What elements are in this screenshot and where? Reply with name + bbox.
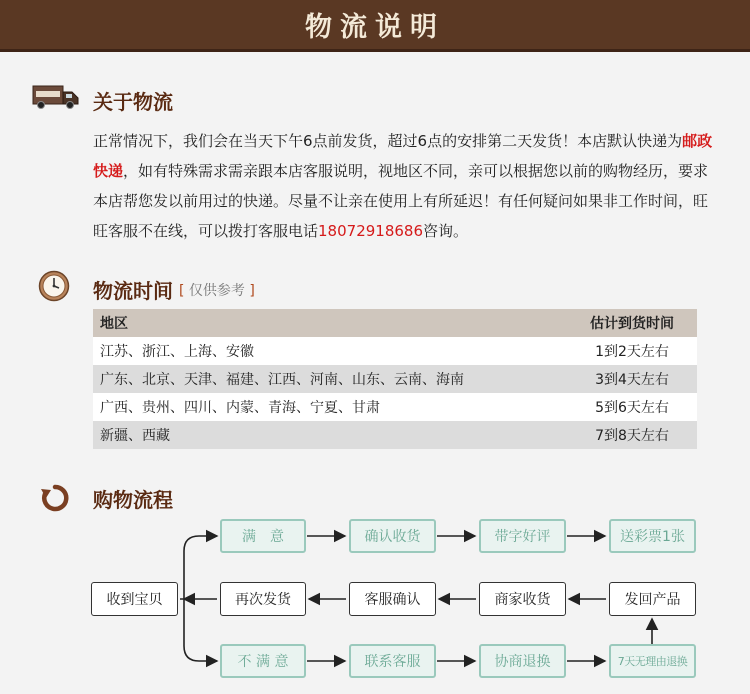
time-heading (93, 275, 255, 304)
flow-node-positive-review: 带字好评 (479, 519, 566, 553)
region-cell: 广西、贵州、四川、内蒙、青海、宁夏、甘肃 (100, 400, 380, 416)
flow-node-satisfied: 满 意 (220, 519, 306, 553)
flow-node-unsatisfied: 不 满 意 (220, 644, 306, 678)
time-cell: 3到4天左右 (595, 372, 669, 388)
flow-node-contact-service: 联系客服 (349, 644, 436, 678)
arrow-start-to-unsatisfied (184, 599, 217, 661)
about-text-part2: ，如有特殊需求需亲跟本店客服说明，视地区不同，亲可以根据您以前的购物经历，要求本店帮您发以前用过的快递。尽量不让亲在使用上有所延迟！有任何疑问如果非工作时间，旺旺客服不在线，可以拨打客服电话 (93, 162, 709, 240)
note-bracket-close: ] (249, 282, 255, 299)
flow-node-merchant-receive: 商家收货 (479, 582, 566, 616)
region-cell: 广东、北京、天津、福建、江西、河南、山东、云南、海南 (100, 372, 464, 388)
table-row (93, 393, 697, 421)
note-bracket-open: [ (179, 282, 185, 299)
time-note (179, 280, 255, 300)
shopping-flow-diagram (0, 505, 750, 694)
clock-icon (38, 270, 70, 302)
arrow-start-to-satisfied (180, 536, 217, 599)
about-heading (93, 86, 173, 115)
table-row (93, 421, 697, 449)
time-cell: 1到2天左右 (595, 344, 669, 360)
flow-node-resend: 再次发货 (220, 582, 306, 616)
flow-node-received: 收到宝贝 (91, 582, 178, 616)
about-paragraph (93, 126, 713, 246)
region-cell: 江苏、浙江、上海、安徽 (100, 344, 254, 360)
flow-node-return-product: 发回产品 (609, 582, 696, 616)
region-cell: 新疆、西藏 (100, 428, 170, 444)
table-header (93, 309, 697, 337)
flow-title: 购物流程 (93, 488, 173, 512)
about-text-part3: 咨询。 (423, 222, 469, 240)
page-banner (0, 0, 750, 52)
time-cell: 7到8天左右 (595, 428, 669, 444)
about-title: 关于物流 (93, 90, 173, 114)
delivery-truck-icon (32, 84, 80, 110)
flow-node-service-confirm: 客服确认 (349, 582, 436, 616)
time-cell: 5到6天左右 (595, 400, 669, 416)
note-text: 仅供参考 (188, 282, 245, 299)
logistics-time-table (93, 309, 697, 449)
courier-name: 邮政快递 (93, 132, 713, 180)
header-time: 估计到货时间 (590, 316, 674, 332)
about-text-part1: 正常情况下，我们会在当天下午6点前发货，超过6点的安排第二天发货！本店默认快递为 (93, 132, 683, 150)
flow-node-7day-return: 7天无理由退换 (609, 644, 696, 678)
flow-node-confirm-receipt: 确认收货 (349, 519, 436, 553)
flow-node-negotiate-return: 协商退换 (479, 644, 566, 678)
table-row (93, 337, 697, 365)
time-title: 物流时间 (93, 279, 173, 303)
page-title: 物流说明 (305, 12, 445, 43)
table-row (93, 365, 697, 393)
flow-node-lottery-gift: 送彩票1张 (609, 519, 696, 553)
phone-number: 18072918686 (318, 222, 423, 240)
header-region: 地区 (100, 316, 128, 332)
